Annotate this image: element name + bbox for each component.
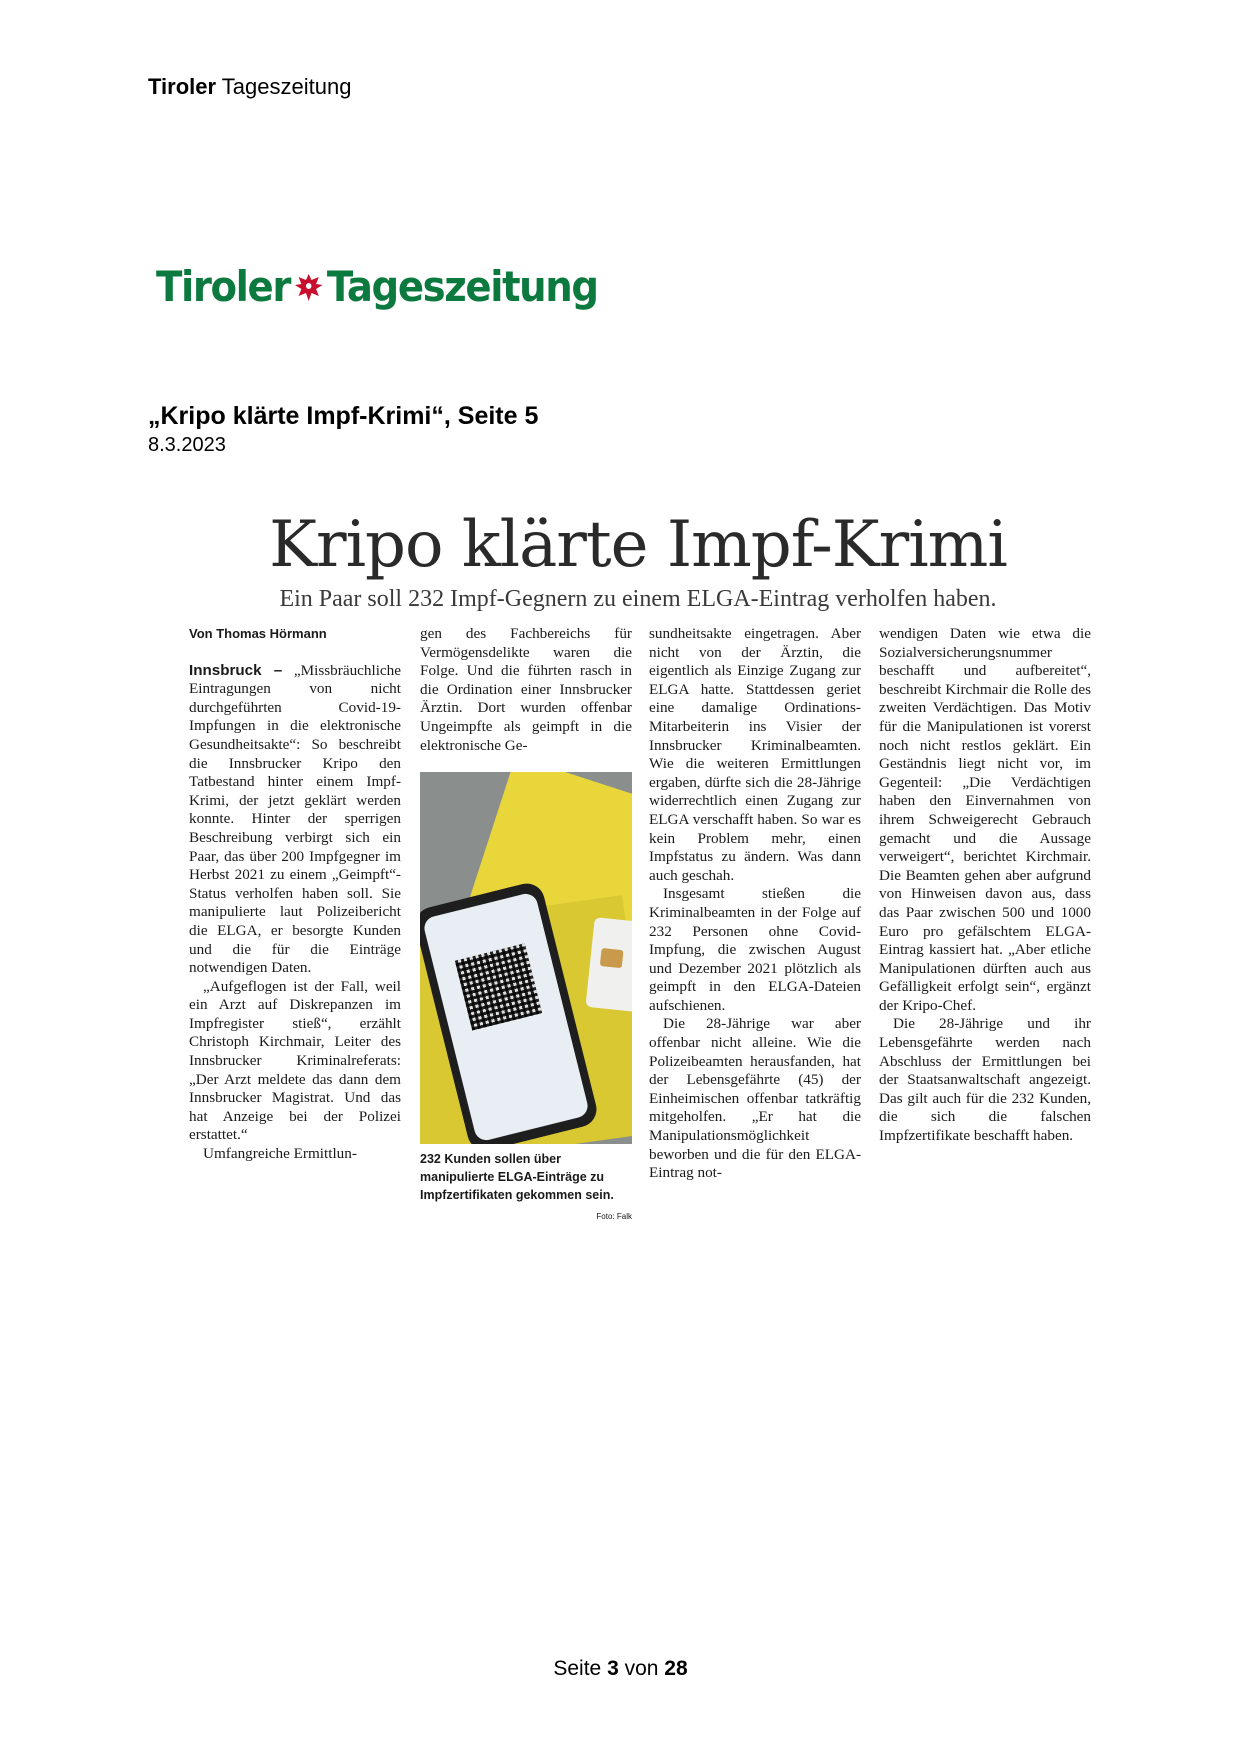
footer-prefix: Seite — [553, 1657, 602, 1680]
article-clipping — [186, 500, 1091, 1221]
paragraph: wendigen Daten wie etwa die Sozialversicherungsnummer beschafft und aufbereitet“, beschreibt Kirchmair die Rolle des zweiten Verdächtigen. Das Motiv für die Manipulationen ist vorerst noch nicht restlos geklärt. Ein Geständnis liegt nicht vor, im Gegenteil: „Die Verdächtigen haben den Einvernahmen von ihrem Schweigerecht Gebrauch gemacht und die Aussage verweigert“, berichtet Kirchmair. Die Beamten gehen aber aufgrund von Hinweisen davon aus, dass das Paar zwischen 500 und 1000 Euro pro gefälschtem ELGA-Eintrag kassiert hat. „Aber etliche Manipulationen dürften auch aus Gefälligkeit erfolgt sein“, ergänzt der Kripo-Chef. — [879, 625, 1091, 1014]
paragraph-text: „Missbräuchliche Eintragungen von nicht durchgeführten Covid-19-Impfungen in die elektronische Gesundheitsakte“: So beschreibt die Innsbrucker Kripo den Tatbestand hinter einem Impf-Krimi, der jetzt geklärt werden konnte. Hinter der sperrigen Beschreibung verbirgt sich ein Paar, das über 200 Impfgegner im Herbst 2021 zu einem „Geimpft“-Status verholfen haben soll. Sie manipulierte laut Polizeibericht die ELGA, er besorgte Kunden und die für die Einträge notwendigen Daten. — [189, 661, 402, 977]
article-headline: Kripo klärte Impf-Krimi — [269, 508, 1007, 582]
logo-text-part1: Tiroler — [156, 262, 291, 311]
caption-text: 232 Kunden sollen über manipulierte ELGA-Einträge zu Impfzertifikaten gekommen sein. — [420, 1152, 614, 1202]
card-chip — [600, 948, 624, 968]
paragraph: Insgesamt stießen die Kriminalbeamten in der Folge auf 232 Personen ohne Covid-Impfung, die zwischen August und Dezember 2021 plötzlich als geimpft in den ELGA-Dateien aufschienen. — [649, 885, 861, 1014]
clip-date: 8.3.2023 — [148, 434, 226, 456]
page-total: 28 — [664, 1657, 688, 1680]
article-subline: Ein Paar soll 232 Impf-Gegnern zu einem ELGA-Eintrag verholfen haben. — [279, 586, 997, 612]
publication-header — [148, 74, 351, 100]
page-footer — [0, 1657, 1241, 1681]
photo-credit: Foto: Falk — [596, 1212, 632, 1221]
qr-code-icon — [455, 943, 542, 1030]
clip-title: „Kripo klärte Impf-Krimi“, Seite 5 — [148, 402, 539, 430]
newspaper-logo — [156, 262, 598, 311]
article-column-4 — [879, 625, 1091, 1146]
article-column-2 — [420, 625, 632, 755]
publication-name-rest: Tageszeitung — [221, 74, 352, 99]
paragraph: Die 28-Jährige war aber offenbar nicht alleine. Wie die Polizeibeamten herausfanden, hat der Lebensgefährte (45) der Einheimischen offenbar tatkräftig mitgeholfen. „Er hat die Manipulationsmöglichkeit beworben und die für den ELGA-Eintrag not- — [649, 1015, 861, 1182]
article-column-3 — [649, 625, 861, 1183]
paragraph: Umfangreiche Ermittlun- — [203, 1145, 357, 1163]
logo-text-part2: Tageszeitung — [326, 262, 598, 311]
article-photo — [420, 772, 632, 1144]
footer-middle: von — [624, 1657, 659, 1680]
publication-name-bold: Tiroler — [148, 74, 217, 99]
byline: Von Thomas Hörmann — [189, 626, 327, 641]
dateline: Innsbruck – — [189, 661, 283, 679]
paragraph — [189, 662, 401, 978]
eagle-icon — [294, 271, 323, 303]
paragraph: gen des Fachbereichs für Vermögensdelikte waren die Folge. Und die führten rasch in die Ordination einer Innsbrucker Ärztin. Dort wurden offenbar Ungeimpfte als geimpft in die elektronische Ge- — [420, 625, 632, 754]
photo-caption — [420, 1150, 632, 1226]
page-number: 3 — [607, 1657, 619, 1680]
paragraph: sundheitsakte eingetragen. Aber nicht von der Ärztin, die eigentlich als Einzige Zugang zur ELGA hatte. Stattdessen geriet eine damalige Ordinations-Mitarbeiterin ins Visier der Innsbrucker Kriminalbeamten. Wie die weiteren Ermittlungen ergaben, dürfte sich die 28-Jährige widerrechtlich einen Zugang zur ELGA verschafft haben. So war es kein Problem mehr, einen Impfstatus zu ändern. Was dann auch geschah. — [649, 625, 861, 884]
paragraph: „Aufgeflogen ist der Fall, weil ein Arzt auf Diskrepanzen im Impfregister stieß“, erzählt Christoph Kirchmair, Leiter des Innsbrucker Kriminalreferats: „Der Arzt meldete das dann dem Innsbrucker Magistrat. Und das hat Anzeige bei der Polizei erstattet.“ — [189, 977, 401, 1144]
article-column-1 — [189, 625, 401, 1164]
photo-card — [585, 917, 632, 1013]
paragraph: Die 28-Jährige und ihr Lebensgefährte werden nach Abschluss der Ermittlungen bei der Staatsanwaltschaft angezeigt. Das gilt auch für die 232 Kunden, die sich die falschen Impfzertifikate beschafft haben. — [879, 1015, 1091, 1145]
